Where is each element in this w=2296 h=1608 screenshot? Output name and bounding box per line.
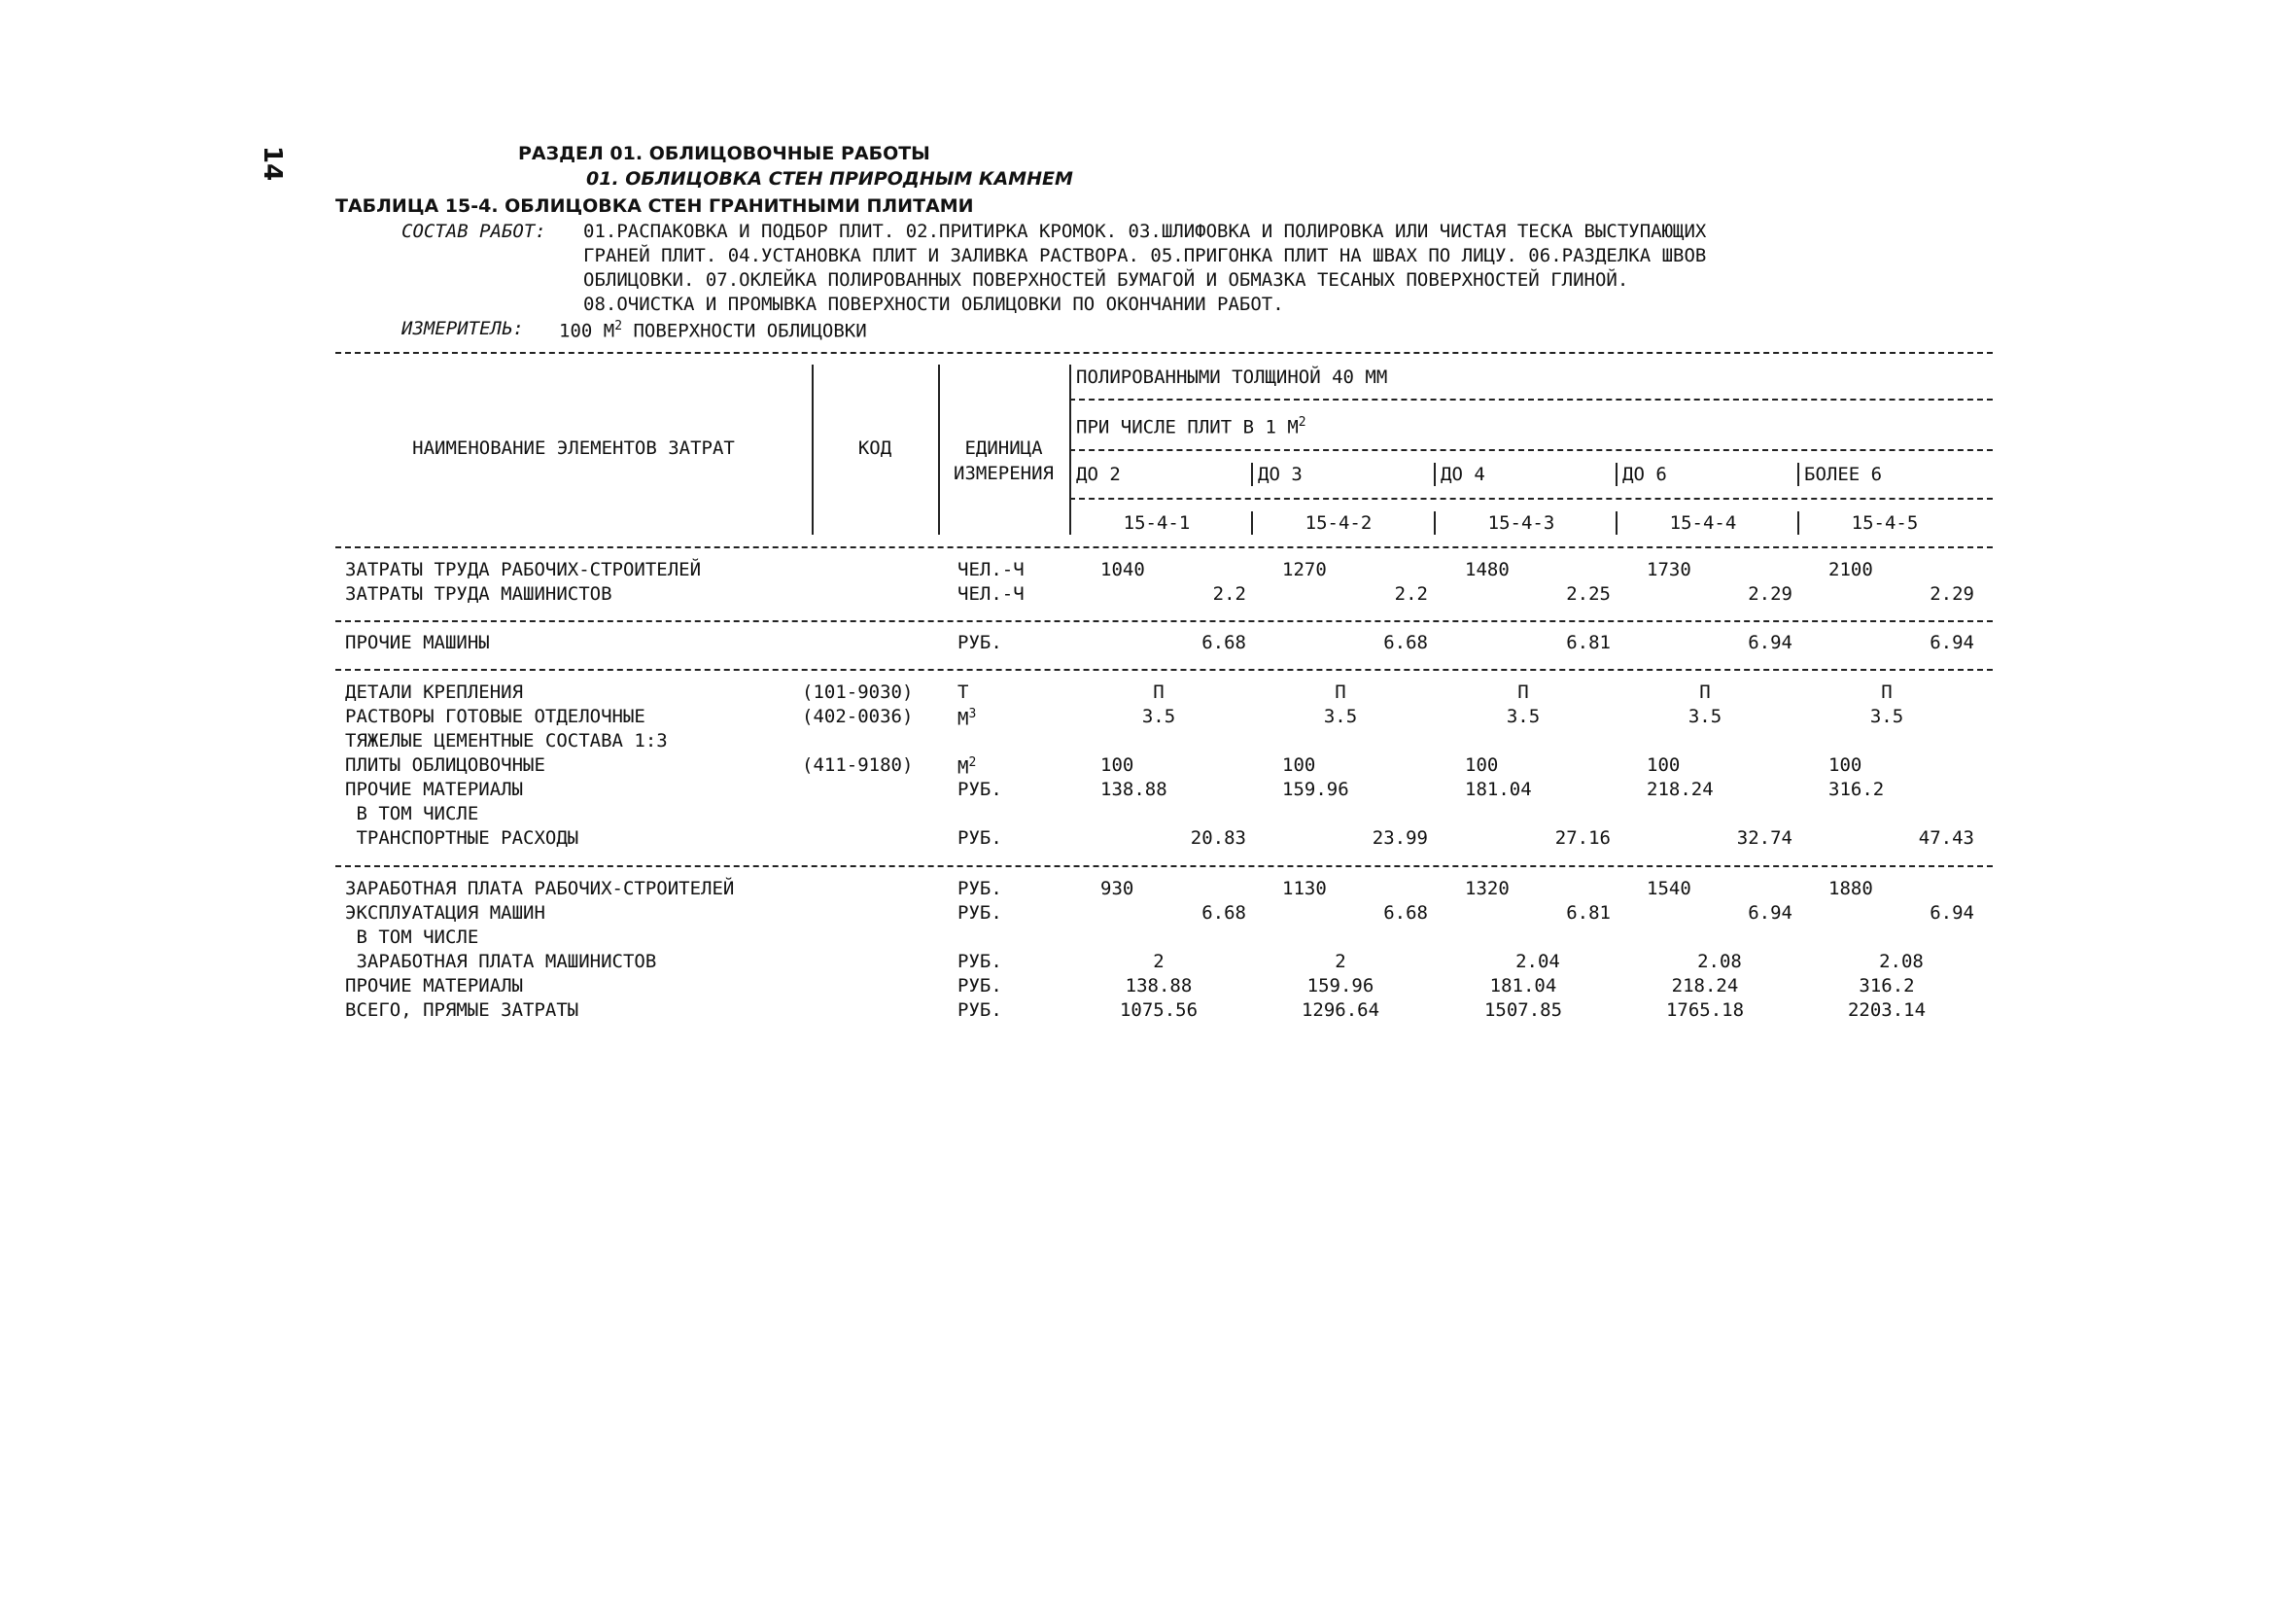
row-value: 1320 <box>1465 878 1510 899</box>
works-label: СОСТАВ РАБОТ: <box>401 221 546 242</box>
row-value: 181.04 <box>1489 975 1557 996</box>
row-value: 100 <box>1828 754 1862 776</box>
row-unit: РУБ. <box>957 902 1002 924</box>
row-value: 6.94 <box>1748 902 1792 924</box>
row-value: 1296.64 <box>1301 999 1380 1021</box>
vline-col-4a <box>1616 463 1618 486</box>
subsection-title: 01. ОБЛИЦОВКА СТЕН ПРИРОДНЫМ КАМНЕМ <box>586 168 1073 190</box>
row-unit: Т <box>957 682 969 703</box>
row-value: 2.2 <box>1212 583 1246 605</box>
row-value: 2203.14 <box>1847 999 1927 1021</box>
row-name: ТРАНСПОРТНЫЕ РАСХОДЫ <box>345 827 579 849</box>
row-unit: $М^2$ <box>957 755 977 779</box>
row-value: 100 <box>1100 754 1134 776</box>
header-name: НАИМЕНОВАНИЕ ЭЛЕМЕНТОВ ЗАТРАТ <box>412 437 735 459</box>
rule-header-end <box>335 546 1993 548</box>
row-value: 2.04 <box>1515 951 1560 972</box>
row-name: ПРОЧИЕ МАТЕРИАЛЫ <box>345 975 524 996</box>
row-value: 100 <box>1282 754 1316 776</box>
row-value: П <box>1335 682 1346 703</box>
row-value: 1075.56 <box>1119 999 1199 1021</box>
row-value: 1130 <box>1282 878 1327 899</box>
row-name: ЗАТРАТЫ ТРУДА МАШИНИСТОВ <box>345 583 612 605</box>
row-unit: РУБ. <box>957 975 1002 996</box>
header-col-label: ДО 3 <box>1258 464 1303 485</box>
row-value: 20.83 <box>1190 827 1246 849</box>
row-unit: ЧЕЛ.-Ч <box>957 583 1025 605</box>
row-value: 100 <box>1465 754 1499 776</box>
row-value: 2100 <box>1828 559 1873 580</box>
row-name: ПРОЧИЕ МАШИНЫ <box>345 632 490 653</box>
works-line-2: ГРАНЕЙ ПЛИТ. 04.УСТАНОВКА ПЛИТ И ЗАЛИВКА РАСТВОРА. 05.ПРИГОНКА ПЛИТ НА ШВАХ ПО ЛИЦУ. 06.РАЗДЕЛКА ШВОВ <box>583 245 1707 266</box>
row-value: 316.2 <box>1859 975 1915 996</box>
rule-subgroup <box>1069 449 1993 451</box>
row-value: 2.29 <box>1930 583 1974 605</box>
row-value: 181.04 <box>1465 779 1532 800</box>
measure-label: ИЗМЕРИТЕЛЬ: <box>401 318 524 339</box>
row-value: 1507.85 <box>1483 999 1563 1021</box>
row-value: 6.68 <box>1201 632 1246 653</box>
row-value: 159.96 <box>1282 779 1349 800</box>
vline-col-5a <box>1797 463 1799 486</box>
rule-machines-end <box>335 669 1993 671</box>
row-value: 1270 <box>1282 559 1327 580</box>
row-value: 1540 <box>1647 878 1691 899</box>
rule-labor-end <box>335 620 1993 622</box>
header-col-label: ДО 4 <box>1441 464 1485 485</box>
row-unit: РУБ. <box>957 878 1002 899</box>
row-name: В ТОМ ЧИСЛЕ <box>345 926 479 948</box>
row-unit: $М^3$ <box>957 707 977 730</box>
row-value: 3.5 <box>1869 706 1904 727</box>
row-value: 2.25 <box>1566 583 1611 605</box>
row-unit: РУБ. <box>957 632 1002 653</box>
row-value: 6.68 <box>1383 632 1428 653</box>
row-value: 2 <box>1335 951 1346 972</box>
row-value: 218.24 <box>1647 779 1714 800</box>
row-value: 6.81 <box>1566 902 1611 924</box>
row-unit: РУБ. <box>957 779 1002 800</box>
header-subgroup: ПРИ ЧИСЛЕ ПЛИТ В 1 $М^2$ <box>1076 415 1306 438</box>
measure-value: 100 $М^2$ ПОВЕРХНОСТИ ОБЛИЦОВКИ <box>559 319 867 342</box>
row-value: 218.24 <box>1671 975 1739 996</box>
vline-col-2a <box>1251 463 1253 486</box>
header-col-code: 15-4-1 <box>1123 512 1191 534</box>
row-name: ВСЕГО, ПРЯМЫЕ ЗАТРАТЫ <box>345 999 579 1021</box>
header-col-label: ДО 2 <box>1076 464 1121 485</box>
works-line-4: 08.ОЧИСТКА И ПРОМЫВКА ПОВЕРХНОСТИ ОБЛИЦОВКИ ПО ОКОНЧАНИИ РАБОТ. <box>583 294 1284 315</box>
row-name: ЗАРАБОТНАЯ ПЛАТА МАШИНИСТОВ <box>345 951 657 972</box>
rule-group <box>1069 399 1993 401</box>
row-name: ЗАТРАТЫ ТРУДА РАБОЧИХ-СТРОИТЕЛЕЙ <box>345 559 702 580</box>
header-code: КОД <box>857 437 892 459</box>
row-code: (101-9030) <box>802 682 914 703</box>
vline-col-3a <box>1434 463 1436 486</box>
header-unit-2: ИЗМЕРЕНИЯ <box>954 463 1054 484</box>
page-number: 14 <box>258 146 287 182</box>
row-value: 2.08 <box>1879 951 1924 972</box>
row-name: В ТОМ ЧИСЛЕ <box>345 803 479 824</box>
row-code: (411-9180) <box>802 754 914 776</box>
row-name: ПРОЧИЕ МАТЕРИАЛЫ <box>345 779 524 800</box>
row-unit: ЧЕЛ.-Ч <box>957 559 1025 580</box>
header-col-code: 15-4-5 <box>1851 512 1919 534</box>
header-col-label: ДО 6 <box>1622 464 1667 485</box>
row-value: 3.5 <box>1506 706 1541 727</box>
row-value: 32.74 <box>1736 827 1792 849</box>
row-value: 23.99 <box>1372 827 1428 849</box>
header-col-label: БОЛЕЕ 6 <box>1804 464 1883 485</box>
row-unit: РУБ. <box>957 827 1002 849</box>
row-value: 47.43 <box>1918 827 1974 849</box>
row-value: 3.5 <box>1141 706 1176 727</box>
row-value: 1730 <box>1647 559 1691 580</box>
row-value: 316.2 <box>1828 779 1885 800</box>
row-value: 2.29 <box>1748 583 1792 605</box>
works-line-3: ОБЛИЦОВКИ. 07.ОКЛЕЙКА ПОЛИРОВАННЫХ ПОВЕРХНОСТЕЙ БУМАГОЙ И ОБМАЗКА ТЕСАНЫХ ПОВЕРХНОСТЕЙ ГЛИНОЙ. <box>583 269 1629 291</box>
row-value: 138.88 <box>1125 975 1193 996</box>
row-value: 6.94 <box>1930 902 1974 924</box>
row-unit: РУБ. <box>957 951 1002 972</box>
row-value: 1040 <box>1100 559 1145 580</box>
row-value: 6.68 <box>1201 902 1246 924</box>
row-value: 2.08 <box>1697 951 1742 972</box>
header-col-code: 15-4-4 <box>1669 512 1737 534</box>
header-col-code: 15-4-2 <box>1305 512 1373 534</box>
works-line-1: 01.РАСПАКОВКА И ПОДБОР ПЛИТ. 02.ПРИТИРКА КРОМОК. 03.ШЛИФОВКА И ПОЛИРОВКА ИЛИ ЧИСТАЯ ТЕСКА ВЫСТУПАЮЩИХ <box>583 221 1707 242</box>
row-name: ЭКСПЛУАТАЦИЯ МАШИН <box>345 902 545 924</box>
row-value: 1880 <box>1828 878 1873 899</box>
header-col-code: 15-4-3 <box>1487 512 1555 534</box>
row-value: 100 <box>1647 754 1681 776</box>
rule-cols <box>1069 498 1993 500</box>
row-name: ДЕТАЛИ КРЕПЛЕНИЯ <box>345 682 524 703</box>
row-value: 1765.18 <box>1665 999 1745 1021</box>
row-value: 6.68 <box>1383 902 1428 924</box>
row-value: 930 <box>1100 878 1134 899</box>
row-name: ЗАРАБОТНАЯ ПЛАТА РАБОЧИХ-СТРОИТЕЛЕЙ <box>345 878 735 899</box>
row-value: 3.5 <box>1687 706 1722 727</box>
row-value: 159.96 <box>1306 975 1374 996</box>
row-value: П <box>1517 682 1529 703</box>
row-value: 27.16 <box>1554 827 1611 849</box>
row-value: 138.88 <box>1100 779 1167 800</box>
row-value: 2 <box>1153 951 1165 972</box>
header-unit-1: ЕДИНИЦА <box>964 437 1043 459</box>
vline-unit <box>1069 365 1071 535</box>
row-unit: РУБ. <box>957 999 1002 1021</box>
row-value: П <box>1153 682 1165 703</box>
rule-top <box>335 352 1993 354</box>
header-group: ПОЛИРОВАННЫМИ ТОЛЩИНОЙ 40 ММ <box>1076 367 1388 388</box>
row-value: П <box>1699 682 1711 703</box>
row-value: 6.94 <box>1930 632 1974 653</box>
row-name: РАСТВОРЫ ГОТОВЫЕ ОТДЕЛОЧНЫЕ <box>345 706 645 727</box>
rule-materials-end <box>335 865 1993 867</box>
row-name: ТЯЖЕЛЫЕ ЦЕМЕНТНЫЕ СОСТАВА 1:3 <box>345 730 668 752</box>
table-title: ТАБЛИЦА 15-4. ОБЛИЦОВКА СТЕН ГРАНИТНЫМИ ПЛИТАМИ <box>335 195 974 217</box>
row-value: П <box>1881 682 1893 703</box>
section-title: РАЗДЕЛ 01. ОБЛИЦОВОЧНЫЕ РАБОТЫ <box>518 143 930 164</box>
row-value: 1480 <box>1465 559 1510 580</box>
row-value: 3.5 <box>1323 706 1358 727</box>
row-value: 6.94 <box>1748 632 1792 653</box>
row-name: ПЛИТЫ ОБЛИЦОВОЧНЫЕ <box>345 754 545 776</box>
row-value: 2.2 <box>1394 583 1428 605</box>
row-value: 6.81 <box>1566 632 1611 653</box>
row-code: (402-0036) <box>802 706 914 727</box>
